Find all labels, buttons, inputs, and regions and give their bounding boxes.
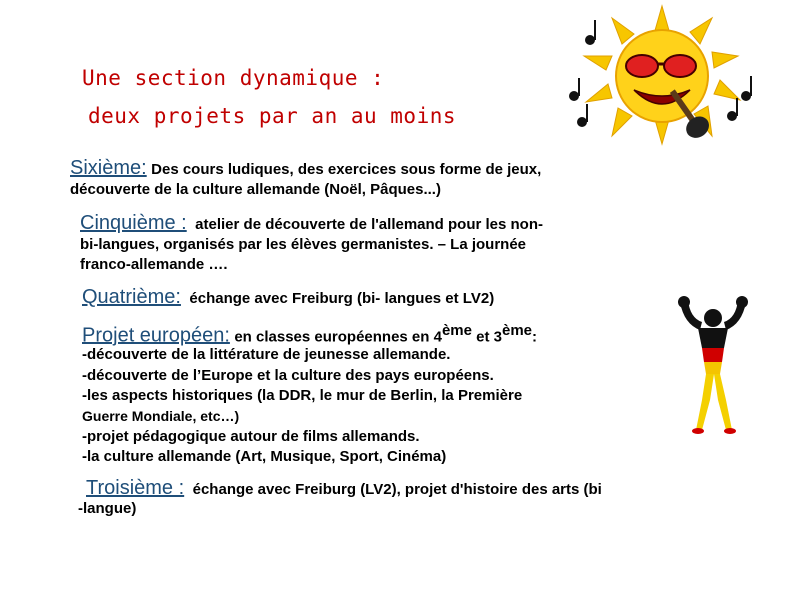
- projet-sup-1: ème: [441, 322, 472, 339]
- projet-item-6: -la culture allemande (Art, Musique, Sport, Cinéma): [82, 448, 447, 465]
- projet-item-2: -découverte de l’Europe et la culture des pays européens.: [82, 367, 494, 384]
- figure-clipart: [670, 296, 756, 436]
- projet-and: et 3: [471, 328, 502, 346]
- section-troisieme: [86, 477, 602, 500]
- projet-item-4: Guerre Mondiale, etc…): [82, 408, 240, 424]
- sixieme-text-2: découverte de la culture allemande (Noël, Pâques...): [70, 181, 441, 198]
- section-cinquieme: [80, 212, 543, 235]
- projet-item-3: -les aspects historiques (la DDR, le mur de Berlin, la Première: [82, 387, 523, 404]
- troisieme-text-1: échange avec Freiburg (LV2), projet d'histoire des arts (bi: [192, 481, 602, 498]
- title-line-1: Une section dynamique :: [82, 66, 385, 90]
- cinquieme-text-3: franco-allemande ….: [80, 256, 228, 273]
- section-sixieme: [70, 157, 541, 180]
- section-projet-europeen: [82, 322, 537, 347]
- projet-colon: :: [532, 328, 538, 346]
- cinquieme-heading: Cinquième :: [80, 212, 187, 234]
- section-quatrieme: [82, 286, 494, 309]
- sixieme-text-1: Des cours ludiques, des exercices sous forme de jeux,: [151, 161, 542, 178]
- cinquieme-text-1: atelier de découverte de l'allemand pour les non-: [195, 216, 543, 233]
- projet-intro: en classes européennes en 4: [234, 328, 442, 346]
- title-line-2: deux projets par an au moins: [88, 104, 457, 128]
- sixieme-heading: Sixième:: [70, 157, 147, 179]
- projet-item-5: -projet pédagogique autour de films allemands.: [82, 428, 420, 445]
- projet-item-1: -découverte de la littérature de jeunesse allemande.: [82, 346, 451, 363]
- quatrieme-text: échange avec Freiburg (bi- langues et LV2): [189, 290, 495, 307]
- sun-clipart: [562, 4, 762, 146]
- projet-sup-2: ème: [502, 322, 533, 339]
- cinquieme-text-2: bi-langues, organisés par les élèves germanistes. – La journée: [80, 236, 527, 253]
- projet-heading: Projet européen:: [82, 324, 230, 347]
- troisieme-text-2: -langue): [78, 500, 137, 517]
- troisieme-heading: Troisième :: [86, 477, 185, 499]
- quatrieme-heading: Quatrième:: [82, 286, 181, 308]
